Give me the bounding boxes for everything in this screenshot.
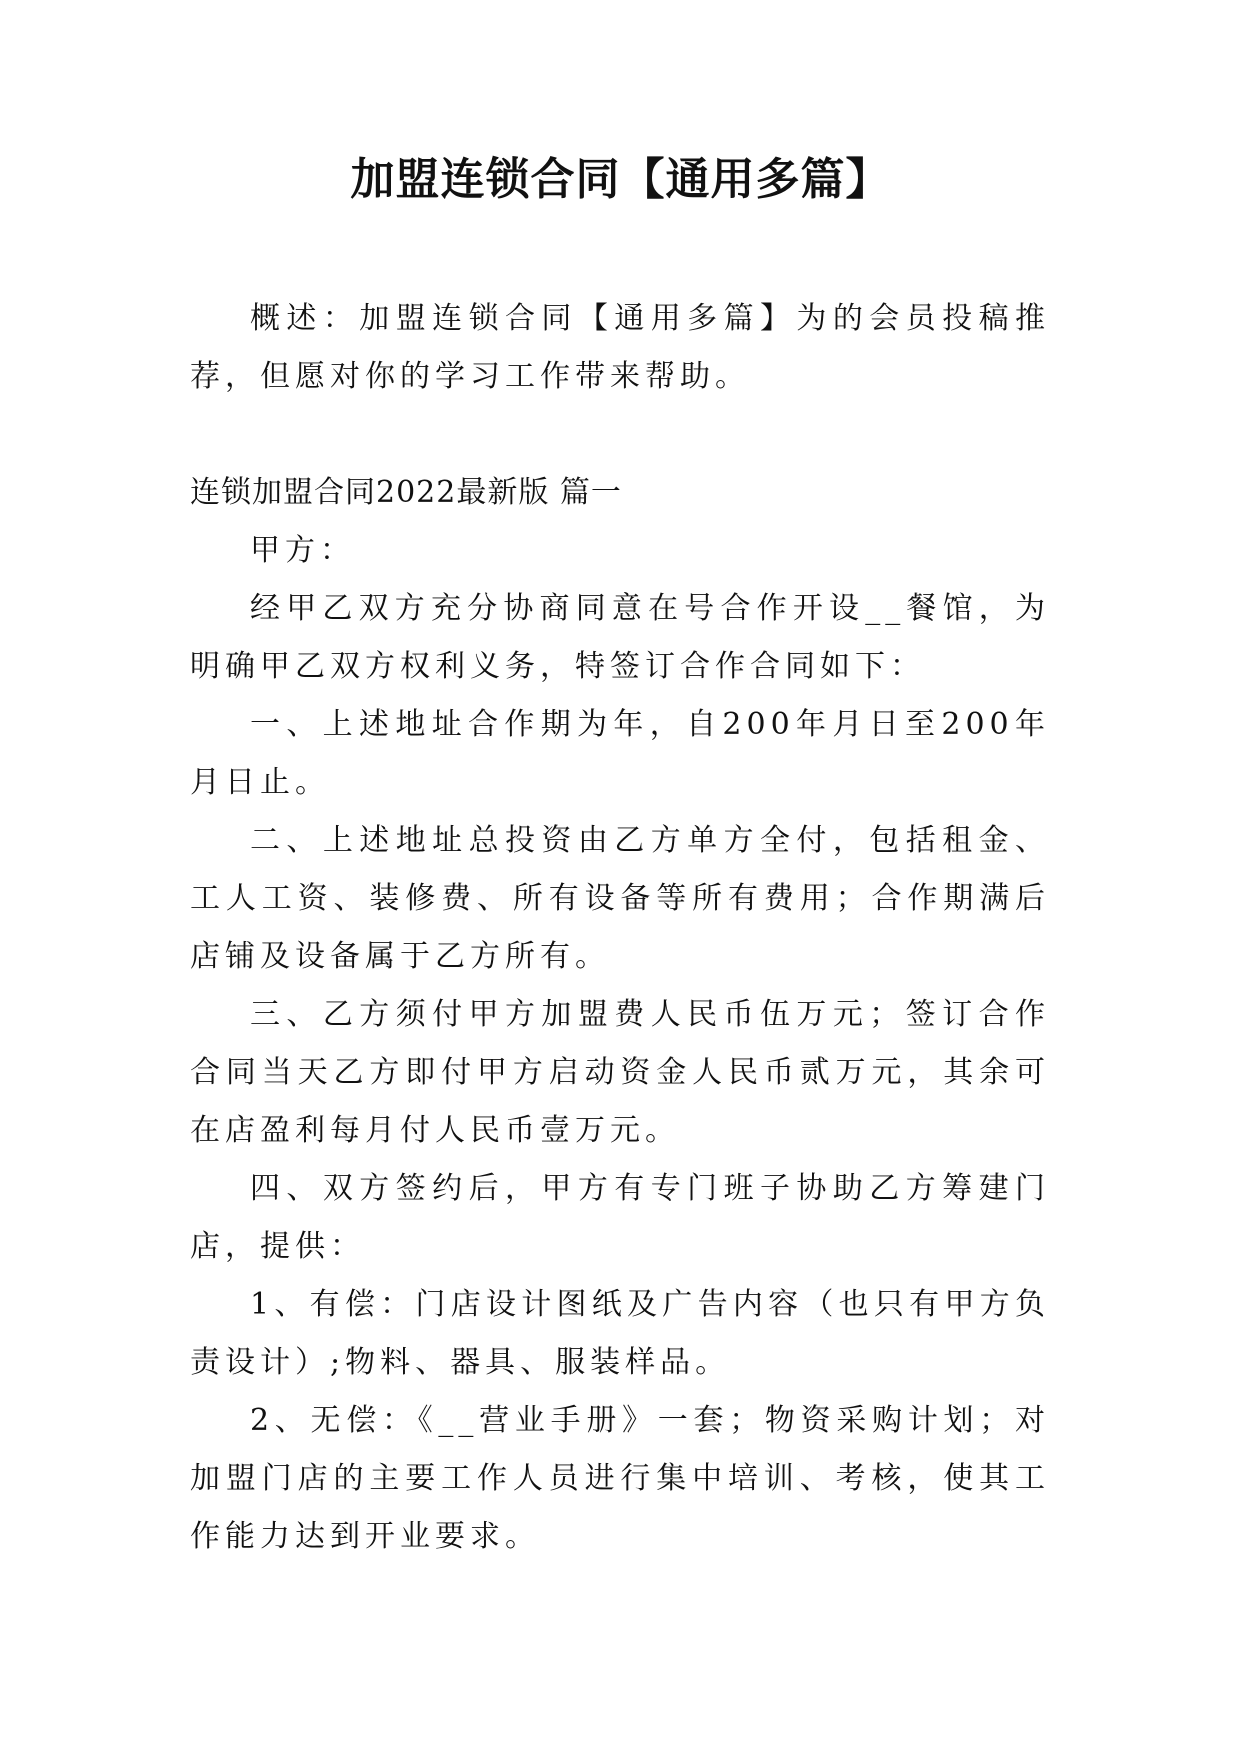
paragraph-party-a: 甲方： [250,533,355,568]
summary-paragraph: 概述：加盟连锁合同【通用多篇】为的会员投稿推荐，但愿对你的学习工作带来帮助。 [190,301,1050,394]
document-body [190,290,1050,1566]
clause-4-item-1: 1、有偿：门店设计图纸及广告内容（也只有甲方负责设计）;物料、器具、服装样品。 [190,1287,1050,1380]
clause-3: 三、乙方须付甲方加盟费人民币伍万元；签订合作合同当天乙方即付甲方启动资金人民币贰万元，其余可在店盈利每月付人民币壹万元。 [190,997,1050,1148]
paragraph-preamble: 经甲乙双方充分协商同意在号合作开设__餐馆，为明确甲乙双方权利义务，特签订合作合同如下： [190,591,1050,684]
clause-1: 一、上述地址合作期为年，自200年月日至200年月日止。 [190,707,1050,800]
document-title: 加盟连锁合同【通用多篇】 [350,154,891,205]
clause-4: 四、双方签约后，甲方有专门班子协助乙方筹建门店，提供： [190,1171,1050,1264]
section-heading: 连锁加盟合同2022最新版 篇一 [190,475,622,510]
clause-4-item-2: 2、无偿：《__营业手册》一套；物资采购计划；对加盟门店的主要工作人员进行集中培训、考核，使其工作能力达到开业要求。 [190,1403,1050,1554]
clause-2: 二、上述地址总投资由乙方单方全付，包括租金、工人工资、装修费、所有设备等所有费用；合作期满后店铺及设备属于乙方所有。 [190,823,1050,974]
